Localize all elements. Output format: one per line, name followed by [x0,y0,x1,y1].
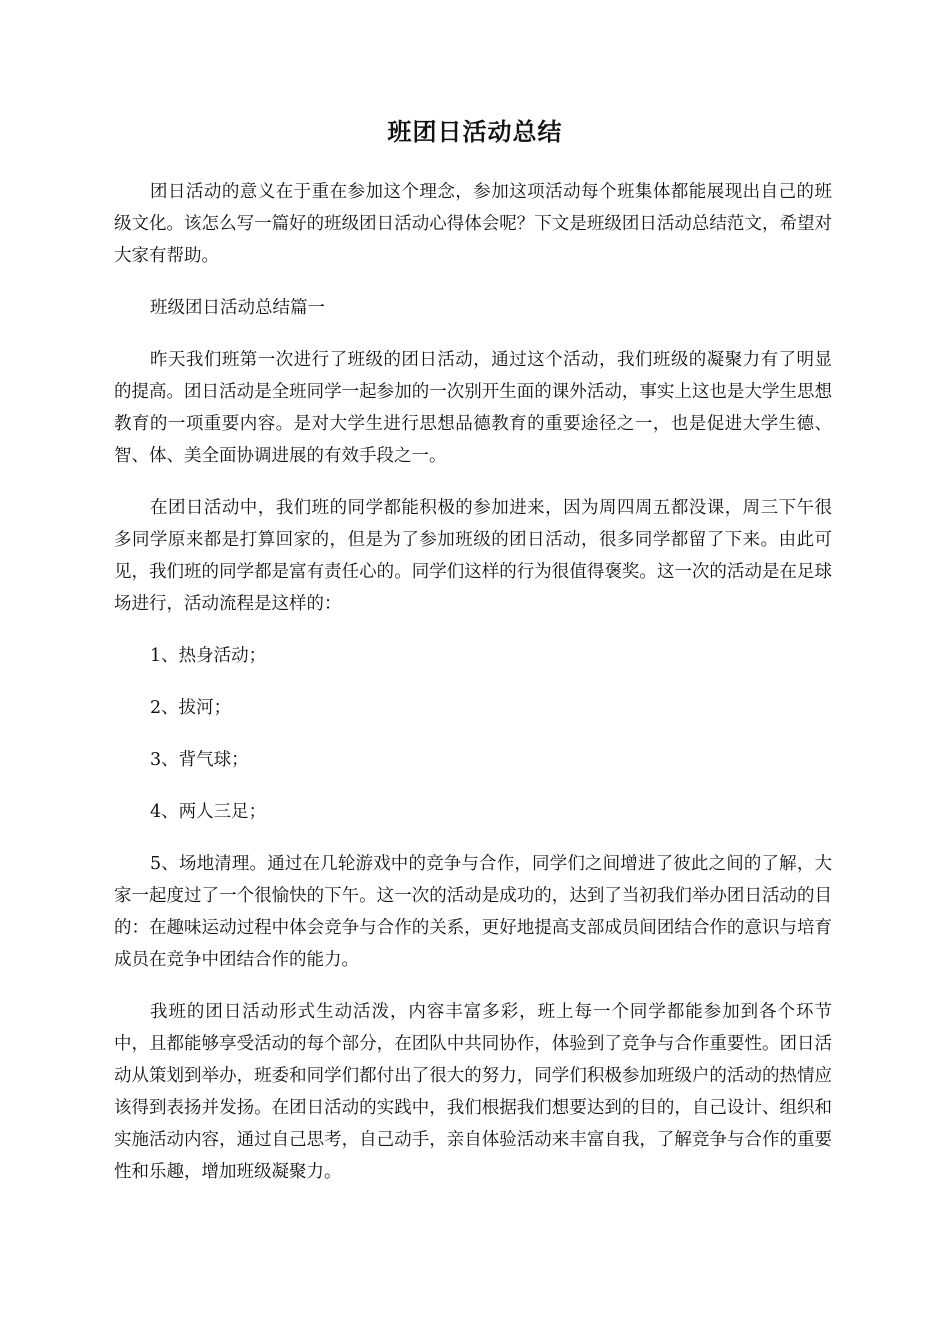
list-item: 1、热身活动； [150,646,267,666]
document-body [114,176,832,1188]
body-paragraph: 在团日活动中，我们班的同学都能积极的参加进来，因为周四周五都没课，周三下午很多同学原来都是打算回家的，但是为了参加班级的团日活动，很多同学都留了下来。由此可见，我们班的同学都是富有责任心的。同学们这样的行为很值得褒奖。这一次的活动是在足球场进行，活动流程是这样的： [114,498,832,614]
list-item: 2、拔河； [150,698,232,718]
list-item: 4、两人三足； [150,802,267,822]
section-heading: 班级团日活动总结篇一 [150,298,325,318]
list-item: 5、场地清理。通过在几轮游戏中的竞争与合作，同学们之间增进了彼此之间的了解，大家一起度过了一个很愉快的下午。这一次的活动是成功的，达到了当初我们举办团日活动的目的：在趣味运动过程中体会竞争与合作的关系，更好地提高支部成员间团结合作的意识与培育成员在竞争中团结合作的能力。 [114,854,832,970]
intro-paragraph: 团日活动的意义在于重在参加这个理念，参加这项活动每个班集体都能展现出自己的班级文化。该怎么写一篇好的班级团日活动心得体会呢？下文是班级团日活动总结范文，希望对大家有帮助。 [114,182,832,266]
list-item: 3、背气球； [150,750,249,770]
document-title: 班团日活动总结 [387,118,563,146]
body-paragraph: 我班的团日活动形式生动活泼，内容丰富多彩，班上每一个同学都能参加到各个环节中，且都能够享受活动的每个部分，在团队中共同协作，体验到了竞争与合作重要性。团日活动从策划到举办，班委和同学们都付出了很大的努力，同学们积极参加班级户的活动的热情应该得到表扬并发扬。在团日活动的实践中，我们根据我们想要达到的目的，自己设计、组织和实施活动内容，通过自己思考，自己动手，亲自体验活动来丰富自我，了解竞争与合作的重要性和乐趣，增加班级凝聚力。 [114,1002,832,1182]
body-paragraph: 昨天我们班第一次进行了班级的团日活动，通过这个活动，我们班级的凝聚力有了明显的提高。团日活动是全班同学一起参加的一次别开生面的课外活动，事实上这也是大学生思想教育的一项重要内容。是对大学生进行思想品德教育的重要途径之一，也是促进大学生德、智、体、美全面协调进展的有效手段之一。 [114,350,832,466]
